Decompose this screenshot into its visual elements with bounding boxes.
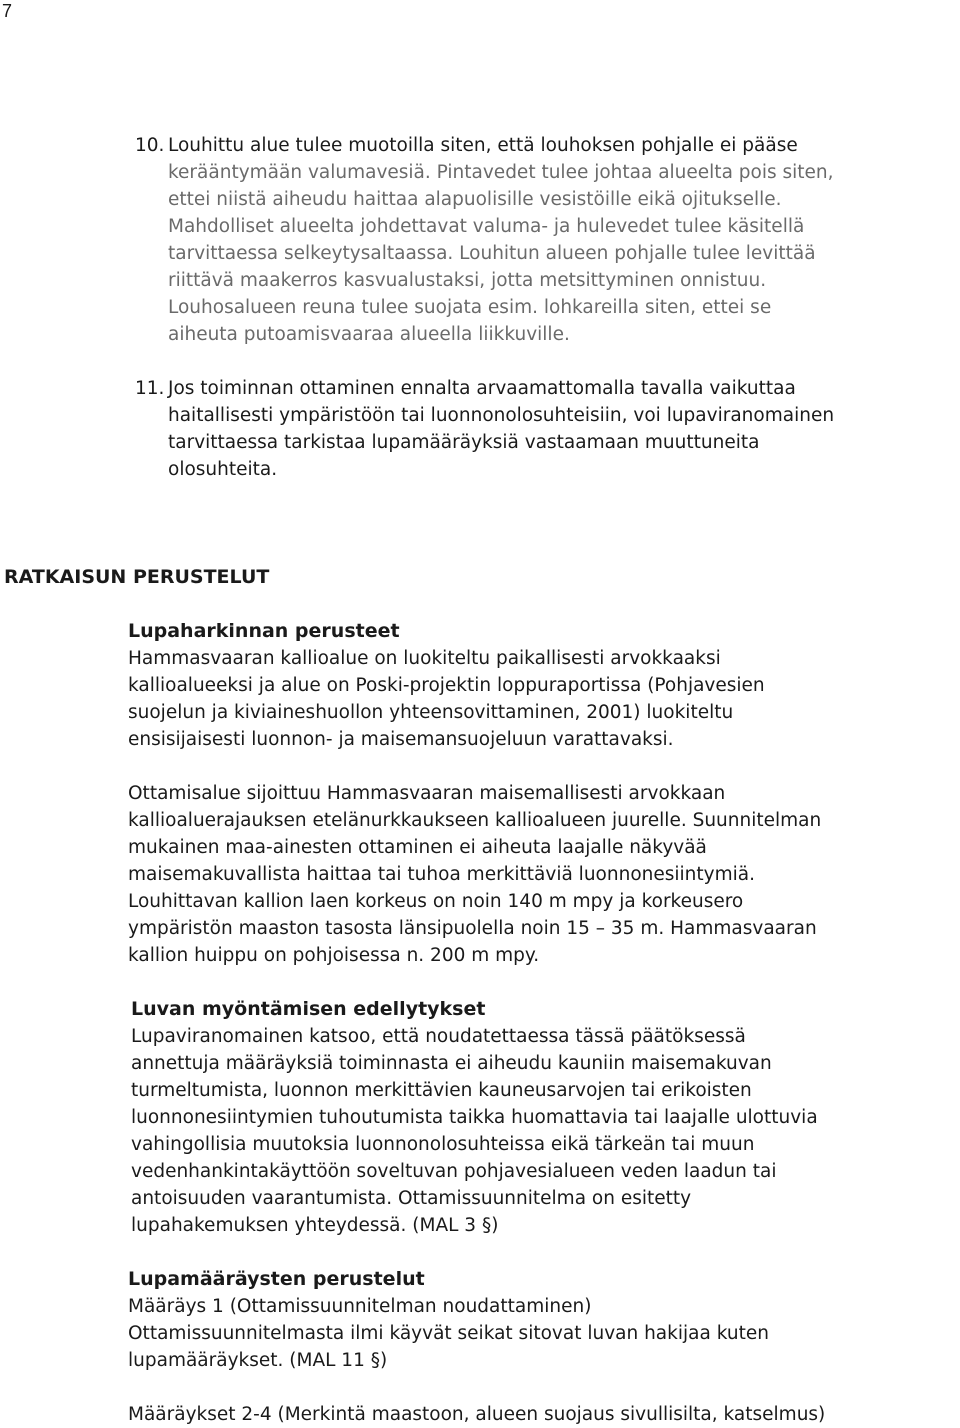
paragraph-line: ensisijaisesti luonnon- ja maisemansuojeluun varattavaksi. <box>128 729 674 750</box>
list-item-line: ettei niistä aiheudu haittaa alapuolisille vesistöille eikä ojitukselle. <box>168 189 782 210</box>
paragraph-line: maisemakuvallista haittaa tai tuhoa merkittäviä luonnonesiintymiä. <box>128 864 755 885</box>
list-item-line: Jos toiminnan ottaminen ennalta arvaamattomalla tavalla vaikuttaa <box>168 378 796 399</box>
paragraph-line: lupamääräykset. (MAL 11 §) <box>128 1350 388 1371</box>
section-title: RATKAISUN PERUSTELUT <box>4 566 270 588</box>
paragraph-line: Määräykset 2-4 (Merkintä maastoon, alueen suojaus sivullisilta, katselmus) <box>128 1404 826 1425</box>
page-number: 7 <box>2 1 13 21</box>
paragraph-line: Hammasvaaran kallioalue on luokiteltu paikallisesti arvokkaaksi <box>128 648 721 669</box>
paragraph-line: Määräys 1 (Ottamissuunnitelman noudattaminen) <box>128 1296 592 1317</box>
paragraph-line: Ottamisalue sijoittuu Hammasvaaran maisemallisesti arvokkaan <box>128 783 726 804</box>
list-item-number: 11. <box>135 378 165 399</box>
list-item-line: haitallisesti ympäristöön tai luonnonolosuhteisiin, voi lupaviranomainen <box>168 405 835 426</box>
list-item-line: Louhosalueen reuna tulee suojata esim. lohkareilla siten, ettei se <box>168 297 772 318</box>
subsection-title: Lupamääräysten perustelut <box>128 1268 425 1290</box>
list-item-line: aiheuta putoamisvaaraa alueella liikkuville. <box>168 324 570 345</box>
paragraph-line: annettuja määräyksiä toiminnasta ei aiheudu kauniin maisemakuvan <box>131 1053 772 1074</box>
list-item-line: riittävä maakerros kasvualustaksi, jotta metsittyminen onnistuu. <box>168 270 767 291</box>
paragraph-line: suojelun ja kiviaineshuollon yhteensovittaminen, 2001) luokiteltu <box>128 702 734 723</box>
paragraph-line: lupahakemuksen yhteydessä. (MAL 3 §) <box>131 1215 499 1236</box>
list-item-line: tarvittaessa selkeytysaltaassa. Louhitun alueen pohjalle tulee levittää <box>168 243 816 264</box>
paragraph-line: Lupaviranomainen katsoo, että noudatettaessa tässä päätöksessä <box>131 1026 746 1047</box>
paragraph-line: antoisuuden vaarantumista. Ottamissuunnitelma on esitetty <box>131 1188 692 1209</box>
list-item-line: olosuhteita. <box>168 459 278 480</box>
list-item-line: kerääntymään valumavesiä. Pintavedet tulee johtaa alueelta pois siten, <box>168 162 834 183</box>
subsection-title: Lupaharkinnan perusteet <box>128 620 400 642</box>
list-item-line: Mahdolliset alueelta johdettavat valuma- ja hulevedet tulee käsitellä <box>168 216 805 237</box>
paragraph-line: vahingollisia muutoksia luonnonolosuhteissa eikä tärkeän tai muun <box>131 1134 755 1155</box>
subsection-title: Luvan myöntämisen edellytykset <box>131 998 486 1020</box>
paragraph-line: vedenhankintakäyttöön soveltuvan pohjavesialueen veden laadun tai <box>131 1161 777 1182</box>
list-item-line: Louhittu alue tulee muotoilla siten, että louhoksen pohjalle ei pääse <box>168 135 798 156</box>
paragraph-line: Ottamissuunnitelmasta ilmi käyvät seikat sitovat luvan hakijaa kuten <box>128 1323 769 1344</box>
paragraph-line: ympäristön maaston tasosta länsipuolella noin 15 – 35 m. Hammasvaaran <box>128 918 817 939</box>
paragraph-line: turmeltumista, luonnon merkittävien kauneusarvojen tai erikoisten <box>131 1080 752 1101</box>
paragraph-line: mukainen maa-ainesten ottaminen ei aiheuta laajalle näkyvää <box>128 837 707 858</box>
paragraph-line: kallion huippu on pohjoisessa n. 200 m mpy. <box>128 945 540 966</box>
paragraph-line: kallioalueeksi ja alue on Poski-projektin loppuraportissa (Pohjavesien <box>128 675 765 696</box>
paragraph-line: luonnonesiintymien tuhoutumista taikka huomattavia tai laajalle ulottuvia <box>131 1107 818 1128</box>
paragraph-line: Louhittavan kallion laen korkeus on noin 140 m mpy ja korkeusero <box>128 891 744 912</box>
paragraph-line: kallioaluerajauksen etelänurkkaukseen kallioalueen juurelle. Suunnitelman <box>128 810 822 831</box>
list-item-number: 10. <box>135 135 165 156</box>
list-item-line: tarvittaessa tarkistaa lupamääräyksiä vastaamaan muuttuneita <box>168 432 760 453</box>
